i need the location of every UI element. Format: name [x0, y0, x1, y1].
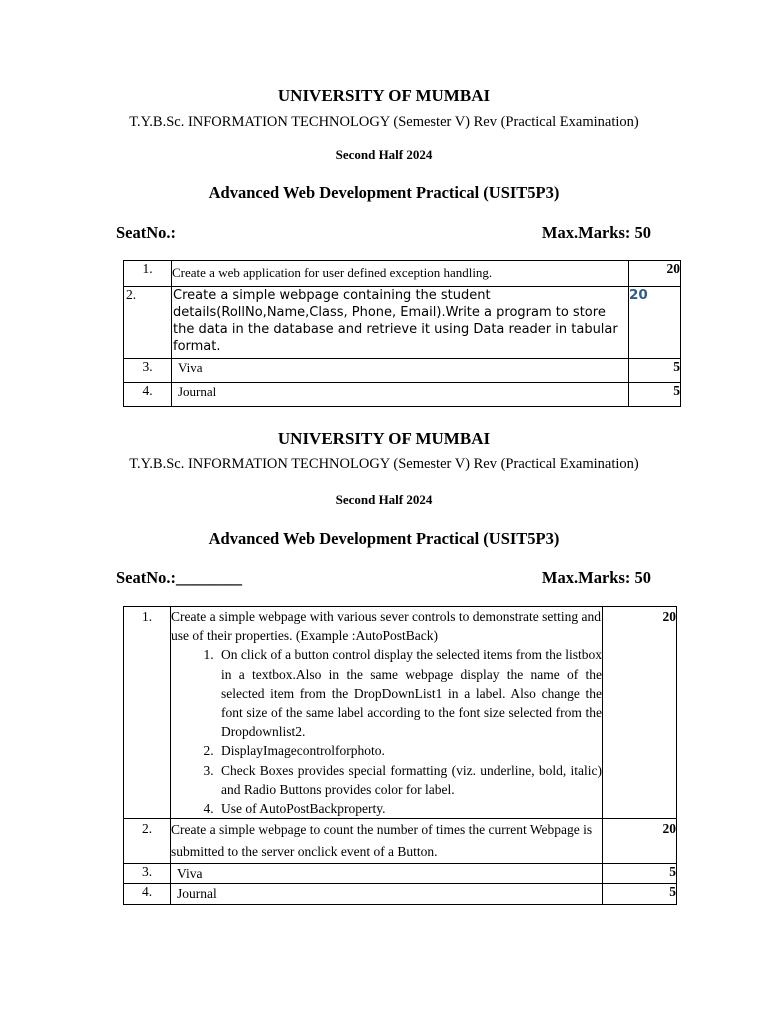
question-number: 3. [124, 864, 171, 884]
question-number: 4. [124, 884, 171, 904]
question-marks: 20 [629, 287, 681, 359]
question-marks: 5 [603, 864, 677, 884]
university-heading: UNIVERSITY OF MUMBAI [277, 429, 491, 448]
table-row [124, 383, 681, 407]
paper-title: Advanced Web Development Practical (USIT5P3) [208, 183, 560, 202]
question-text: Create a simple webpage with various sever controls to demonstrate setting and use of their properties. (Example :AutoPostBack) [171, 609, 602, 644]
seat-number-label: SeatNo.:________ [116, 568, 243, 587]
question-number: 2. [124, 819, 171, 864]
table-row [124, 864, 677, 884]
seat-number-label: SeatNo.: [116, 223, 177, 242]
question-marks: 20 [603, 819, 677, 864]
question-marks: 5 [629, 383, 681, 407]
question-text: Journal [171, 884, 603, 904]
question-marks: 20 [603, 607, 677, 819]
question-text: Create a simple webpage to count the number of times the current Webpage is submitted to the server onclick event of a Button. [171, 819, 603, 864]
paper-title: Advanced Web Development Practical (USIT5P3) [208, 529, 560, 548]
table-row [124, 607, 677, 819]
max-marks-label: Max.Marks: 50 [541, 223, 651, 242]
question-cell [171, 607, 603, 819]
list-item: 2. DisplayImagecontrolforphoto. [217, 741, 602, 760]
question-number: 3. [124, 359, 172, 383]
question-table [123, 260, 681, 407]
table-row [124, 819, 677, 864]
question-table [123, 606, 677, 905]
table-row [124, 287, 681, 359]
question-text: Create a web application for user defined exception handling. [172, 261, 629, 287]
exam-session: Second Half 2024 [335, 147, 433, 162]
sub-question-list [171, 645, 602, 818]
question-marks: 5 [603, 884, 677, 904]
list-item: 4. Use of AutoPostBackproperty. [217, 799, 602, 818]
question-text: Journal [172, 383, 629, 407]
table-row [124, 884, 677, 904]
max-marks-label: Max.Marks: 50 [541, 568, 651, 587]
course-heading: T.Y.B.Sc. INFORMATION TECHNOLOGY (Semester V) Rev (Practical Examination) [129, 456, 639, 472]
question-text: Create a simple webpage containing the student details(RollNo,Name,Class, Phone, Email).Write a program to store the data in the database and retrieve it using Data reader in tabular format. [172, 287, 629, 359]
list-item: 3. Check Boxes provides special formatting (viz. underline, bold, italic) and Radio Buttons provides color for label. [217, 761, 602, 799]
table-row [124, 359, 681, 383]
course-heading: T.Y.B.Sc. INFORMATION TECHNOLOGY (Semester V) Rev (Practical Examination) [129, 114, 639, 130]
question-marks: 20 [629, 261, 681, 287]
question-text: Viva [171, 864, 603, 884]
question-text: Viva [172, 359, 629, 383]
question-number: 2. [124, 287, 172, 359]
question-number: 4. [124, 383, 172, 407]
list-item: 1. On click of a button control display the selected items from the listbox in a textbox.Also in the same webpage display the name of the selected item from the DropDownList1 in a label. Also change the font size of the same label according to the font size selected from the Dropdownlist2. [217, 645, 602, 741]
question-number: 1. [124, 261, 172, 287]
university-heading: UNIVERSITY OF MUMBAI [277, 86, 491, 105]
exam-session: Second Half 2024 [335, 492, 433, 507]
question-number: 1. [124, 607, 171, 819]
question-marks: 5 [629, 359, 681, 383]
table-row [124, 261, 681, 287]
